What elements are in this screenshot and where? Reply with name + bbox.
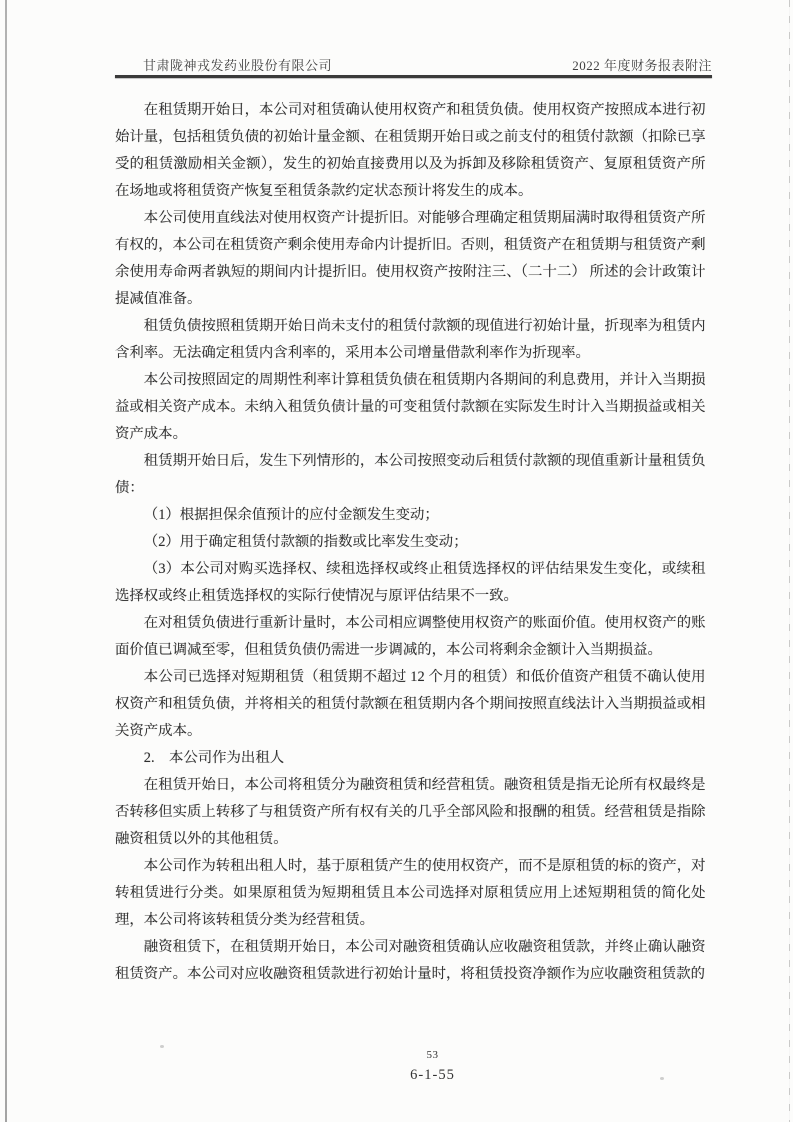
paragraph: 租赁期开始日后，发生下列情形的，本公司按照变动后租赁付款额的现值重新计量租赁负债：: [115, 453, 706, 496]
page-header: [115, 55, 712, 74]
document-body: [115, 97, 706, 988]
list-item: （2）用于确定租赁付款额的指数或比率发生变动；: [143, 534, 468, 550]
header-doc-title: 2022 年度财务报表附注: [572, 58, 712, 73]
list-item: （3）本公司对购买选择权、续租选择权或终止租赁选择权的评估结果发生变化，或续租选择权或终止租赁选择权的实际行使情况与原评估结果不一致。: [115, 561, 706, 604]
paragraph: 本公司按照固定的周期性利率计算租赁负债在租赁期内各期间的利息费用，并计入当期损益或相关资产成本。未纳入租赁负债计量的可变租赁付款额在实际发生时计入当期损益或相关资产成本。: [115, 372, 706, 442]
scan-artifact-right-line: [789, 0, 790, 1122]
paragraph: 在对租赁负债进行重新计量时，本公司相应调整使用权资产的账面价值。使用权资产的账面价值已调减至零，但租赁负债仍需进一步调减的，本公司将剩余金额计入当期损益。: [115, 615, 706, 658]
paragraph: 租赁负债按照租赁期开始日尚未支付的租赁付款额的现值进行初始计量，折现率为租赁内含利率。无法确定租赁内含利率的，采用本公司增量借款利率作为折现率。: [115, 318, 706, 361]
paragraph: 在租赁期开始日，本公司对租赁确认使用权资产和租赁负债。使用权资产按照成本进行初始计量，包括租赁负债的初始计量金额、在租赁期开始日或之前支付的租赁付款额（扣除已享受的租赁激励相关金额），发生的初始直接费用以及为拆卸及移除租赁资产、复原租赁资产所在场地或将租赁资产恢复至租赁条款约定状态预计将发生的成本。: [115, 102, 706, 199]
scan-artifact-left-line: [5, 0, 7, 1122]
header-company-name: 甘肃陇神戎发药业股份有限公司: [143, 58, 333, 73]
paragraph: 在租赁开始日，本公司将租赁分为融资租赁和经营租赁。融资租赁是指无论所有权最终是否转移但实质上转移了与租赁资产所有权有关的几乎全部风险和报酬的租赁。经营租赁是指除融资租赁以外的其他租赁。: [115, 777, 706, 847]
list-item: （1）根据担保余值预计的应付金额发生变动；: [143, 507, 439, 523]
header-rule: [115, 75, 712, 78]
paragraph: 本公司使用直线法对使用权资产计提折旧。对能够合理确定租赁期届满时取得租赁资产所有权的，本公司在租赁资产剩余使用寿命内计提折旧。否则，租赁资产在租赁期与租赁资产剩余使用寿命两者孰短的期间内计提折旧。使用权资产按附注三、（二十二） 所述的会计政策计提减值准备。: [115, 210, 706, 307]
paragraph: 本公司作为转租出租人时，基于原租赁产生的使用权资产，而不是原租赁的标的资产，对转租赁进行分类。如果原租赁为短期租赁且本公司选择对原租赁应用上述短期租赁的简化处理，本公司将该转租赁分类为经营租赁。: [115, 858, 706, 928]
paragraph: 融资租赁下，在租赁期开始日，本公司对融资租赁确认应收融资租赁款，并终止确认融资租赁资产。本公司对应收融资租赁款进行初始计量时，将租赁投资净额作为应收融资租赁款的: [115, 939, 706, 982]
paragraph: 本公司已选择对短期租赁（租赁期不超过 12 个月的租赁）和低价值资产租赁不确认使用权资产和租赁负债，并将相关的租赁付款额在租赁期内各个期间按照直线法计入当期损益或相关资产成本。: [115, 669, 706, 739]
section-heading: 2. 本公司作为出租人: [143, 750, 285, 766]
page-footer: [0, 1048, 793, 1085]
page-code: 6-1-55: [410, 1067, 455, 1083]
page-number: 53: [426, 1049, 439, 1061]
